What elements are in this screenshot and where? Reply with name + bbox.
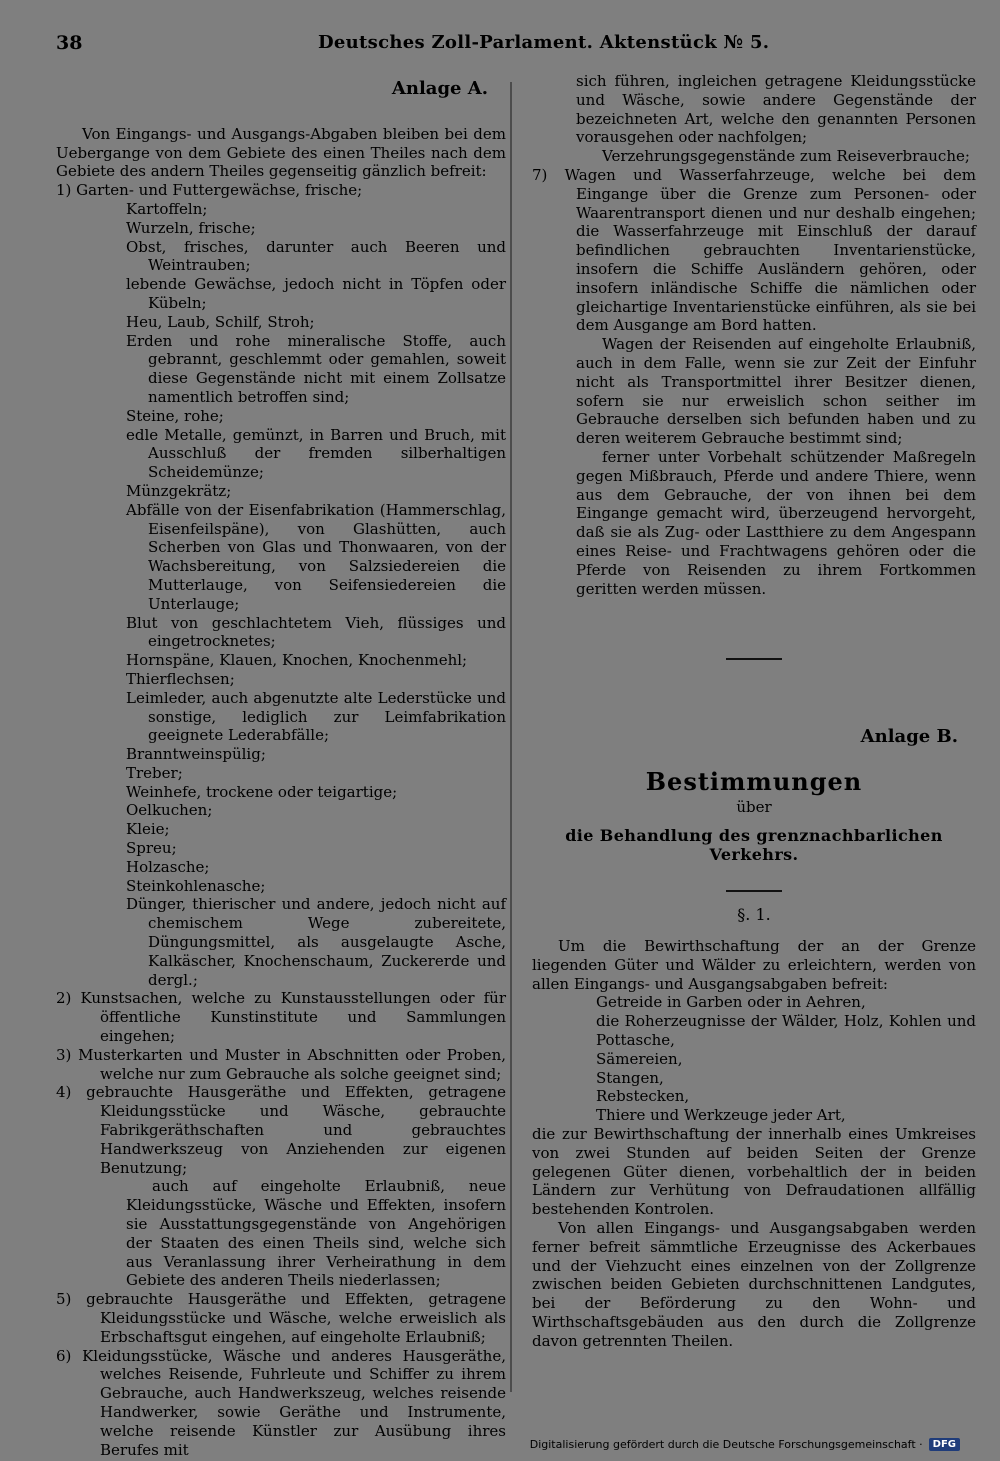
right-column (532, 72, 976, 1351)
goods-list-item: die Roherzeugnisse der Wälder, Holz, Kohlen und Pottasche, (596, 1012, 976, 1050)
heading-ueber: über (736, 797, 772, 816)
list-item-1: 1) Garten- und Futtergewächse, frische; (56, 181, 363, 200)
sub-item: Spreu; (126, 839, 177, 858)
goods-list-item: Thiere und Werkzeuge jeder Art, (596, 1106, 846, 1125)
exempt-goods-list (532, 993, 976, 1125)
sub-item: Kleie; (126, 820, 170, 839)
page-number: 38 (56, 32, 83, 54)
sub-item: Erden und rohe mineralische Stoffe, auch gebrannt, geschlemmt oder gemahlen, soweit diese Gegenstände nicht mit einem Zollsatze namentlich betroffen sind; (126, 331, 506, 406)
list-item: 6) Kleidungsstücke, Wäsche und anderes Hausgeräthe, welches Reisende, Fuhrleute und Schiffer zu ihrem Gebrauche, auch Handwerkszeug, welches reisende Handwerker, sowie Geräthe und Instrumente, welche reisende Künstler zur Ausübung ihres Berufes mit (56, 1346, 506, 1459)
heading-bestimmungen: Bestimmungen (645, 767, 863, 797)
section-1-paragraph-1: Um die Bewirthschaftung der an der Grenze liegenden Güter und Wälder zu erleichtern, werden von allen Eingangs- und Ausgangsabgaben befreit: (532, 937, 976, 993)
item-6-continuation-b: Verzehrungsgegenstände zum Reiseverbrauche; (602, 147, 970, 166)
sub-item: Münzgekrätz; (126, 481, 232, 500)
footer-text: Digitalisierung gefördert durch die Deutsche Forschungsgemeinschaft · (529, 1438, 923, 1451)
intro-paragraph: Von Eingangs- und Ausgangs-Abgaben bleiben bei dem Uebergange von dem Gebiete des einen Theiles nach dem Gebiete des andern Theiles gegenseitig gänzlich befreit: (56, 124, 506, 181)
section-1: §. 1. (737, 905, 771, 925)
sub-item: Treber; (126, 763, 183, 782)
list-item-7: 7) Wagen und Wasserfahrzeuge, welche bei dem Eingange über die Grenze zum Personen- oder Waarentransport dienen und nur deshalb eingehen; die Wasserfahrzeuge mit Einschluß der darauf befindlichen gebrauchten Inventarienstücke, insofern die Schiffe Ausländern gehören, oder insofern inländische Schiffe die nämlichen oder gleichartige Inventarienstücke einführen, als sie bei dem Ausgange am Bord hatten. (532, 165, 976, 335)
list-item: 4) gebrauchte Hausgeräthe und Effekten, getragene Kleidungsstücke und Wäsche, gebrauchte Fabrikgeräthschaften und gebrauchtes Handwerkszeug von Anziehenden zur eigenen Benutzung; (56, 1083, 506, 1177)
paragraph-wagen: Wagen der Reisenden auf eingeholte Erlaubniß, auch in dem Falle, wenn sie zur Zeit der Einfuhr nicht als Transportmittel ihrer Besitzer dienen, sofern sie nur erweislich schon seither im Gebrauche derselben sich befunden haben und zu deren weiterem Gebrauche bestimmt sind; (576, 335, 976, 448)
item-6-continuation: sich führen, ingleichen getragene Kleidungsstücke und Wäsche, sowie andere Gegenstände der bezeichneten Art, welche den genannten Personen vorausgehen oder nachfolgen; (576, 72, 976, 147)
sub-item: Hornspäne, Klauen, Knochen, Knochenmehl; (126, 651, 468, 670)
list-items-2-4 (56, 989, 506, 1177)
running-head: Deutsches Zoll-Parlament. Aktenstück № 5. (318, 32, 770, 53)
sub-item: Heu, Laub, Schilf, Stroh; (126, 312, 315, 331)
goods-list-item: Rebstecken, (596, 1087, 690, 1106)
list-item: 3) Musterkarten und Muster in Abschnitten oder Proben, welche nur zum Gebrauche als solche geeignet sind; (56, 1045, 506, 1083)
sub-item: Wurzeln, frische; (126, 218, 256, 237)
sub-item: lebende Gewächse, jedoch nicht in Töpfen oder Kübeln; (126, 275, 506, 312)
sub-item: Steine, rohe; (126, 406, 224, 425)
goods-list-item: Stangen, (596, 1068, 664, 1087)
page-header (40, 26, 980, 56)
list-items-5-6 (56, 1290, 506, 1459)
list-item-4-continuation: auch auf eingeholte Erlaubniß, neue Kleidungsstücke, Wäsche und Effekten, insofern sie Ausstattungsgegenstände von Angehörigen der Staaten des einen Theils sind, welche sich aus Veranlassung ihrer Verheirathung in dem Gebiete des anderen Theils niederlassen; (126, 1177, 506, 1290)
paragraph-ferner: ferner unter Vorbehalt schützender Maßregeln gegen Mißbrauch, Pferde und andere Thiere, wenn aus dem Gebrauche, der von ihnen bei dem Eingange gemacht wird, überzeugend hervorgeht, daß sie als Zug- oder Lastthiere zu dem Angespann eines Reise- und Frachtwagens gehören oder die Pferde von Reisenden zu ihrem Fortkommen geritten werden müssen. (576, 447, 976, 598)
separator-rule-2 (726, 890, 782, 892)
sub-item: Oelkuchen; (126, 801, 213, 820)
appendix-a-title: Anlage A. (391, 78, 488, 99)
sub-item: Steinkohlenasche; (126, 876, 266, 895)
dfg-logo-icon: DFG (929, 1438, 960, 1451)
sub-item: Dünger, thierischer und andere, jedoch nicht auf chemischem Wege zubereitete, Düngungsmittel, als ausgelaugte Asche, Kalkäscher, Knochenschaum, Zuckererde und dergl.; (126, 895, 506, 989)
sub-item: Obst, frisches, darunter auch Beeren und Weintrauben; (126, 237, 506, 275)
sub-item: Thierflechsen; (126, 669, 235, 688)
goods-list-item: Getreide in Garben oder in Aehren, (596, 993, 866, 1012)
sub-item: Weinhefe, trockene oder teigartige; (126, 782, 398, 801)
sub-item: Blut von geschlachtetem Vieh, flüssiges und eingetrocknetes; (126, 613, 506, 651)
section-1-paragraph-3: Von allen Eingangs- und Ausgangsabgaben werden ferner befreit sämmtliche Erzeugnisse des Ackerbaues und der Viehzucht eines einzelnen von der Zollgrenze zwischen beiden Gebieten durchschnittenen Landgutes, bei der Beförderung zu den Wohn- und Wirthschaftsgebäuden aus den durch die Zollgrenze davon getrennten Theilen. (532, 1219, 976, 1350)
sub-item: Abfälle von der Eisenfabrikation (Hammerschlag, Eisenfeilspäne), von Glashütten, auch Scherben von Glas und Thonwaaren, von der Wachsbereitung, von Salzsiedereien die Mutterlauge, von Seifensiedereien die Unterlauge; (126, 500, 506, 613)
sub-item: Branntweinspülig; (126, 745, 266, 764)
column-divider (510, 82, 512, 1392)
list-item-1-subitems (56, 200, 506, 989)
list-item: 2) Kunstsachen, welche zu Kunstausstellungen oder für öffentliche Kunstinstitute und Sammlungen eingehen; (56, 989, 506, 1046)
sub-item: edle Metalle, gemünzt, in Barren und Bruch, mit Ausschluß der fremden silberhaltigen Scheidemünze; (126, 425, 506, 482)
digitization-footer (530, 1438, 960, 1451)
heading-subtitle: die Behandlung des grenznachbarlichen Verkehrs. (565, 825, 943, 864)
list-item: 5) gebrauchte Hausgeräthe und Effekten, getragene Kleidungsstücke und Wäsche, welche erweislich als Erbschaftsgut eingehen, auf eingeholte Erlaubniß; (56, 1290, 506, 1346)
goods-list-item: Sämereien, (596, 1049, 683, 1068)
appendix-b-title: Anlage B. (860, 726, 958, 748)
left-column (56, 80, 506, 1459)
section-1-paragraph-2: die zur Bewirthschaftung der innerhalb eines Umkreises von zwei Stunden auf beiden Seiten der Grenze gelegenen Güter dienen, vorbehaltlich der in beiden Ländern zur Verhütung von Defraudationen allfällig bestehenden Kontrolen. (532, 1125, 976, 1219)
sub-item: Leimleder, auch abgenutzte alte Lederstücke und sonstige, lediglich zur Leimfabrikation geeignete Lederabfälle; (126, 688, 506, 745)
sub-item: Holzasche; (126, 857, 210, 876)
sub-item: Kartoffeln; (126, 199, 208, 218)
